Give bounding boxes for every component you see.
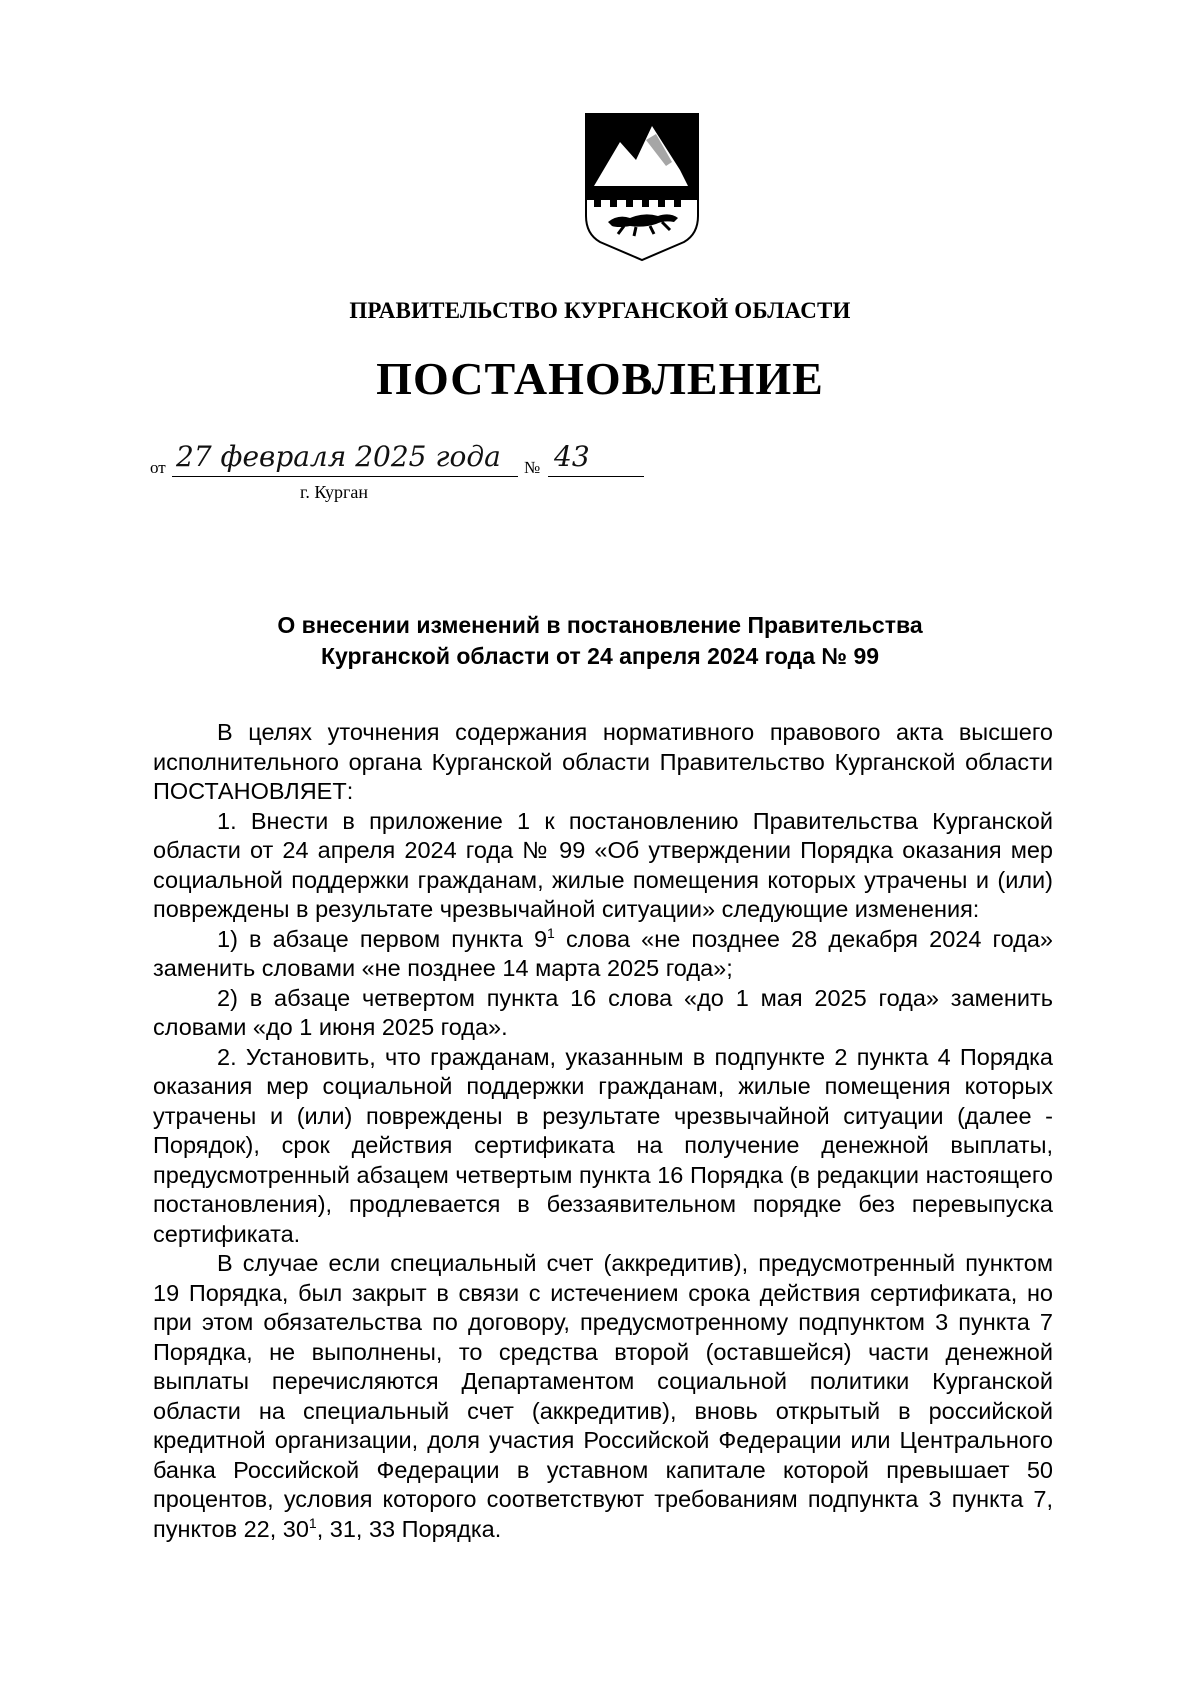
document-type-heading: ПОСТАНОВЛЕНИЕ bbox=[376, 353, 824, 404]
number-underline bbox=[548, 476, 644, 477]
date-number-line bbox=[150, 440, 750, 480]
handwritten-number: 43 bbox=[554, 440, 590, 473]
title-line-1: О внесении изменений в постановление Правительства bbox=[277, 612, 923, 638]
superscript: 1 bbox=[547, 924, 555, 941]
item-1-paragraph: 1. Внести в приложение 1 к постановлению Правительства Курганской области от 24 апреля 2024 года № 99 «Об утверждении Порядка оказания мер социальной поддержки гражданам, жилые помещения которых утрачены и (или) повреждены в результате чрезвычайной ситуации» следующие изменения: bbox=[153, 807, 1053, 922]
document-body bbox=[153, 718, 1053, 1544]
item-1-1-text-cont: слова «не позднее 28 декабря 2024 года» заменить словами «не позднее 14 марта 2025 года»; bbox=[153, 925, 1053, 981]
item-1-1-text: 1) в абзаце первом пункта 9 bbox=[217, 925, 548, 952]
item-2-paragraph: 2. Установить, что гражданам, указанным в подпункте 2 пункта 4 Порядка оказания мер социальной поддержки гражданам, жилые помещения которых утрачены и (или) повреждены в результате чрезвычайной ситуации (далее - Порядок), срок действия сертификата на получение денежной выплаты, предусмотренный абзацем четвертым пункта 16 Порядка (в редакции настоящего постановления), продлевается в беззаявительном порядке без перевыпуска сертификата. bbox=[153, 1043, 1053, 1247]
item-1-2-paragraph: 2) в абзаце четвертом пункта 16 слова «до 1 мая 2025 года» заменить словами «до 1 июня 2025 года». bbox=[153, 984, 1053, 1040]
item-1-1-paragraph bbox=[153, 925, 1053, 984]
city-label: г. Курган bbox=[300, 482, 369, 502]
preamble-paragraph: В целях уточнения содержания нормативного правового акта высшего исполнительного органа Курганской области Правительство Курганской области ПОСТАНОВЛЯЕТ: bbox=[153, 719, 1053, 804]
number-label: № bbox=[524, 458, 541, 477]
kurgan-coat-of-arms-icon bbox=[584, 112, 700, 262]
document-title bbox=[150, 610, 1050, 672]
handwritten-date: 27 февраля 2025 года bbox=[176, 440, 501, 473]
date-underline bbox=[172, 476, 518, 477]
title-line-2: Курганской области от 24 апреля 2024 года № 99 bbox=[320, 643, 880, 669]
item-2-continuation-paragraph bbox=[153, 1249, 1053, 1544]
organization-name: ПРАВИТЕЛЬСТВО КУРГАНСКОЙ ОБЛАСТИ bbox=[349, 298, 851, 323]
superscript: 1 bbox=[308, 1514, 317, 1531]
date-prefix-label: от bbox=[150, 458, 166, 477]
item-2-cont-text-end: , 31, 33 Порядка. bbox=[316, 1515, 502, 1542]
item-2-cont-text: В случае если специальный счет (аккредитив), предусмотренный пунктом 19 Порядка, был закрыт в связи с истечением срока действия сертификата, но при этом обязательства по договору, предусмотренному подпунктом 3 пункта 7 Порядка, не выполнены, то средства второй (оставшейся) части денежной выплаты перечисляются Департаментом социальной политики Курганской области на специальный счет (аккредитив), вновь открытый в российской кредитной организации, доля участия Российской Федерации или Центрального банка Российской Федерации в уставном капитале которой превышает 50 процентов, условия которого соответствуют требованиям подпункта 3 пункта 7, пунктов 22, 30 bbox=[153, 1250, 1053, 1542]
